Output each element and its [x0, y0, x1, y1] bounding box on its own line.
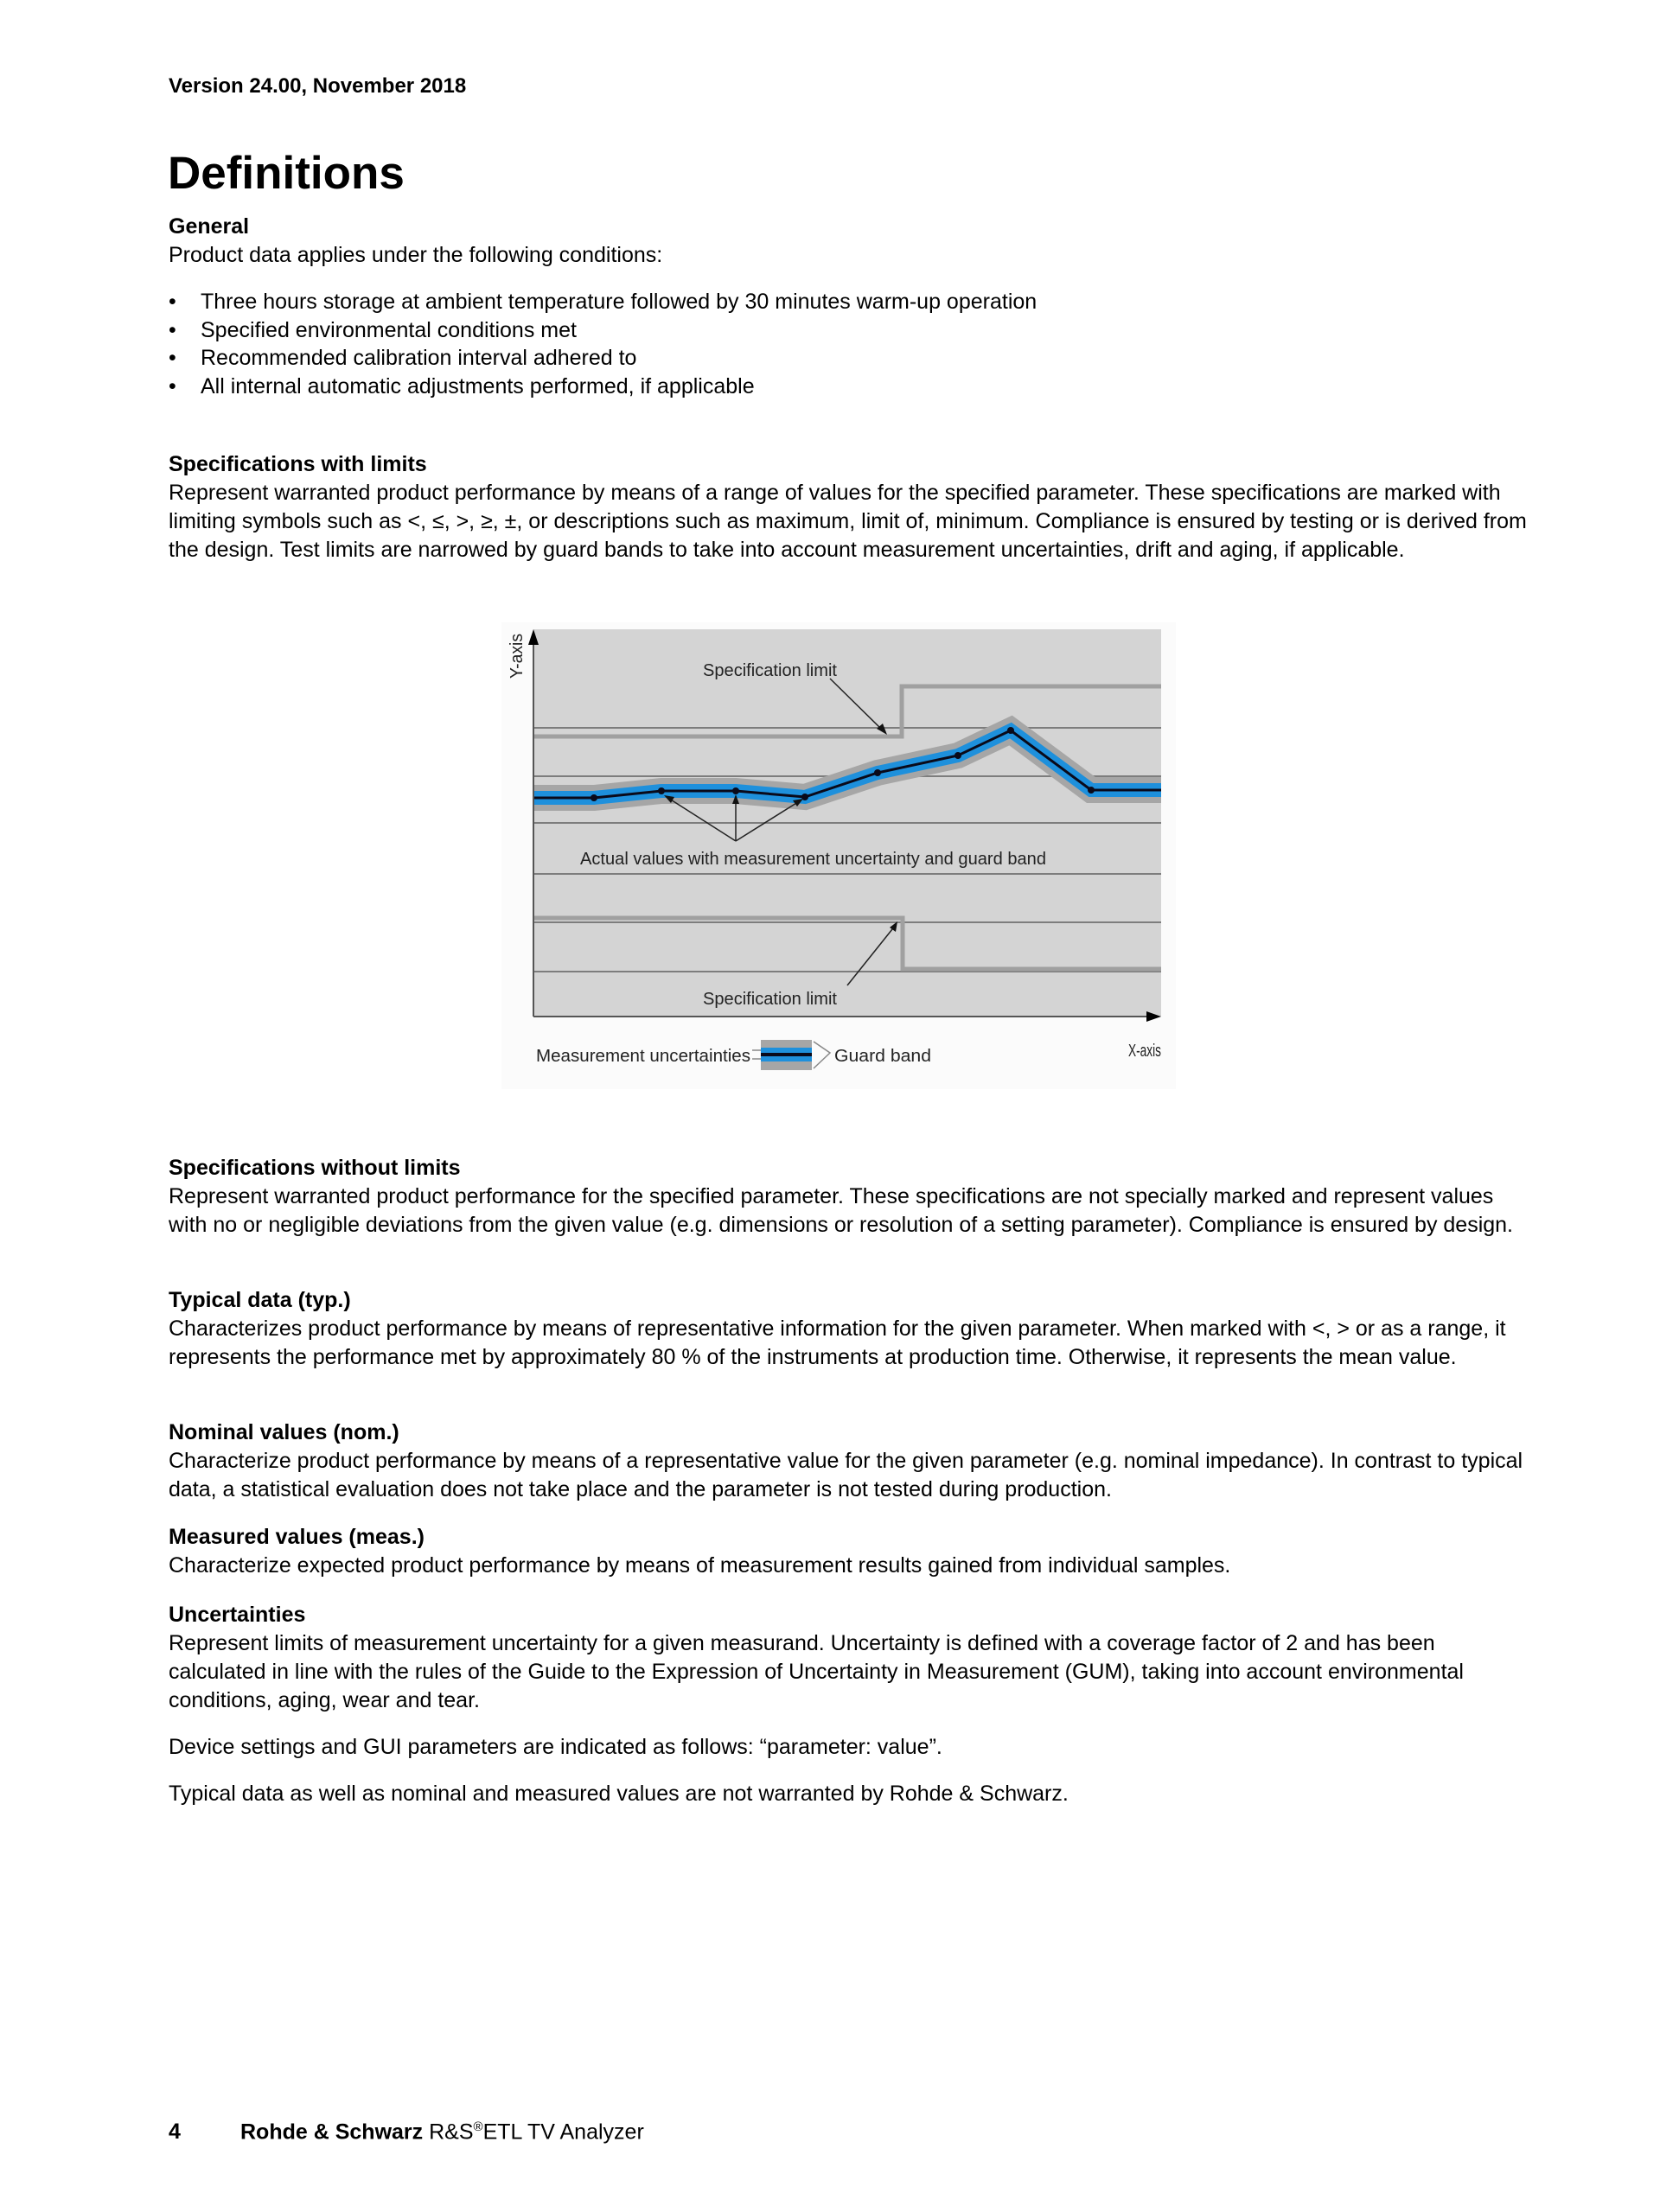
nominal-values-text: Characterize product performance by means of a representative value for the given parameter (e.g. nominal impedance). In contrast to typical data, a statistical evaluation does not take place and the parameter is not tested during production.: [169, 1449, 1523, 1501]
footer-product-name: ETL TV Analyzer: [482, 2120, 644, 2145]
gui-params-note: Device settings and GUI parameters are indicated as follows: “parameter: value”.: [169, 1735, 942, 1759]
lower-spec-label: Specification limit: [703, 990, 838, 1009]
page-footer: [169, 2120, 644, 2145]
page-title: Definitions: [168, 148, 405, 199]
footer-product-prefix: R&S: [429, 2120, 474, 2145]
page-number: 4: [169, 2120, 181, 2145]
legend-guard-band: Guard band: [834, 1047, 931, 1066]
not-warranted-note: Typical data as well as nominal and measured values are not warranted by Rohde & Schwarz.: [169, 1782, 1069, 1806]
general-intro: Product data applies under the following conditions:: [169, 243, 663, 267]
bullet-icon: •: [169, 290, 176, 314]
list-item: • All internal automatic adjustments performed, if applicable: [169, 373, 1037, 401]
section-heading-measured-values: Measured values (meas.): [169, 1525, 425, 1549]
y-axis-label: Y-axis: [508, 632, 527, 679]
actual-values-label: Actual values with measurement uncertainty and guard band: [580, 850, 1046, 869]
section-heading-spec-with-limits: Specifications with limits: [169, 452, 427, 476]
bullet-icon: •: [169, 346, 176, 370]
conditions-list: [169, 288, 1037, 400]
spec-with-limits-text: Represent warranted product performance by means of a range of values for the specified parameter. These specifications are marked with limiting symbols such as <, ≤, >, ≥, ±, or descriptions such as maximum, limit of, minimum. Compliance is ensured by testing or is derived from the design. Test limits are narrowed by guard bands to take into account measurement uncertainties, drift and aging, if applicable.: [169, 481, 1527, 562]
spec-without-limits-text: Represent warranted product performance for the specified parameter. These specifications are not specially marked and represent values with no or negligible deviations from the given value (e.g. dimensions or resolution of a setting parameter). Compliance is ensured by design.: [169, 1184, 1514, 1237]
list-item: • Recommended calibration interval adhered to: [169, 344, 1037, 373]
document-version: Version 24.00, November 2018: [169, 74, 467, 98]
upper-spec-label: Specification limit: [703, 661, 838, 680]
specification-limits-diagram: [501, 622, 1176, 1089]
bullet-icon: •: [169, 317, 176, 342]
legend-measurement-uncertainties: Measurement uncertainties: [536, 1047, 750, 1066]
uncertainties-text: Represent limits of measurement uncertainty for a given measurand. Uncertainty is defined with a coverage factor of 2 and has been calculated in line with the rules of the Guide to the Expression of Uncertainty in Measurement (GUM), taking into account environmental conditions, aging, wear and tear.: [169, 1631, 1464, 1712]
typical-data-text: Characterizes product performance by means of representative information for the given parameter. When marked with <, > or as a range, it represents the performance met by approximately 80 % of the instruments at production time. Otherwise, it represents the mean value.: [169, 1316, 1506, 1369]
section-heading-spec-without-limits: Specifications without limits: [169, 1156, 461, 1180]
bullet-icon: •: [169, 373, 176, 398]
x-axis-label: X-axis: [1128, 1042, 1161, 1061]
section-heading-nominal-values: Nominal values (nom.): [169, 1420, 399, 1444]
registered-mark: ®: [473, 2120, 483, 2134]
section-heading-general: General: [169, 214, 250, 239]
section-heading-uncertainties: Uncertainties: [169, 1603, 306, 1627]
list-item: • Three hours storage at ambient temperature followed by 30 minutes warm-up operation: [169, 288, 1037, 316]
measured-values-text: Characterize expected product performance by means of measurement results gained from individual samples.: [169, 1553, 1231, 1578]
footer-brand: Rohde & Schwarz: [240, 2120, 424, 2145]
list-item: • Specified environmental conditions met: [169, 316, 1037, 345]
section-heading-typical-data: Typical data (typ.): [169, 1288, 351, 1312]
